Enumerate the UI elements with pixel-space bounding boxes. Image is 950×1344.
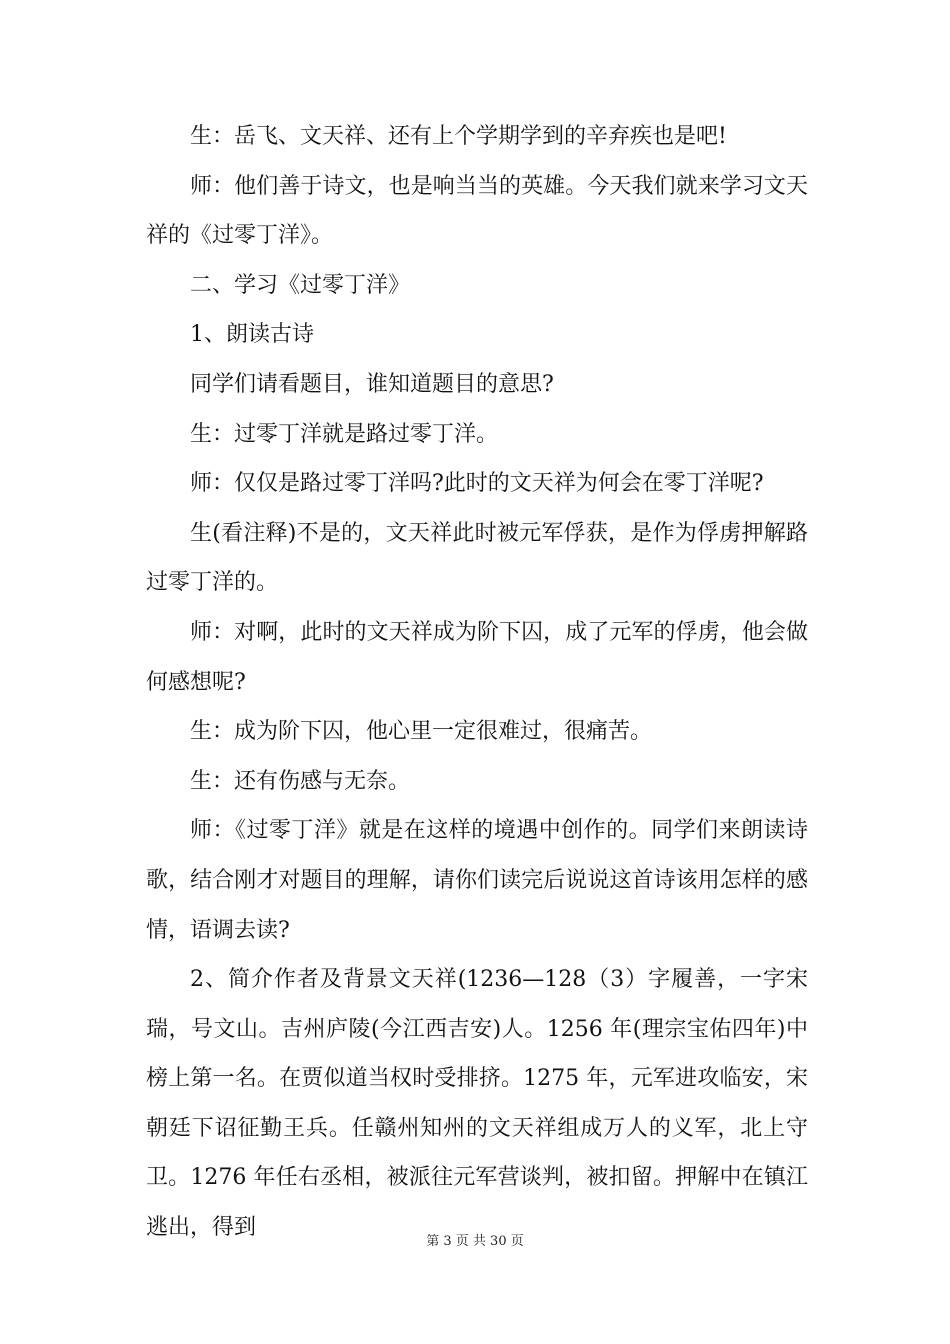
subsection-heading: 1、朗读古诗 <box>190 322 314 348</box>
paragraph: 生：还有伤感与无奈。 <box>190 768 411 794</box>
paragraph: 生：过零丁洋就是路过零丁洋。 <box>190 421 499 447</box>
paragraph: 师：仅仅是路过零丁洋吗?此时的文天祥为何会在零丁洋呢? <box>190 471 764 497</box>
page-number-footer: 第 3 页 共 30 页 <box>426 1234 524 1249</box>
paragraph: 2、简介作者及背景文天祥(1236—128（3）字履善，一字宋瑞，号文山。吉州庐陵(今江西吉安)人。1256 年(理宗宝佑四年)中榜上第一名。在贾似道当权时受排挤。1275 年，元军进攻临安，宋朝廷下诏征勤王兵。任赣州知州的文天祥组成万人的义军，北上守卫。1276 年任右丞相，被派往元军营谈判，被扣留。押解中在镇江逃出，得到 <box>146 967 808 1241</box>
section-heading: 二、学习《过零丁洋》 <box>190 272 411 298</box>
paragraph: 生(看注释)不是的，文天祥此时被元军俘获，是作为俘虏押解路过零丁洋的。 <box>146 520 808 596</box>
paragraph: 同学们请看题目，谁知道题目的意思? <box>190 371 554 397</box>
document-body <box>146 112 808 1253</box>
paragraph: 生：成为阶下囚，他心里一定很难过，很痛苦。 <box>190 719 653 745</box>
paragraph: 师：他们善于诗文，也是响当当的英雄。今天我们就来学习文天祥的《过零丁洋》。 <box>146 173 808 249</box>
paragraph: 生：岳飞、文天祥、还有上个学期学到的辛弃疾也是吧! <box>190 124 727 149</box>
paragraph: 师：《过零丁洋》就是在这样的境遇中创作的。同学们来朗读诗歌，结合刚才对题目的理解，请你们读完后说说这首诗该用怎样的感情，语调去读? <box>146 818 808 943</box>
paragraph: 师：对啊，此时的文天祥成为阶下囚，成了元军的俘虏，他会做何感想呢? <box>146 619 808 695</box>
